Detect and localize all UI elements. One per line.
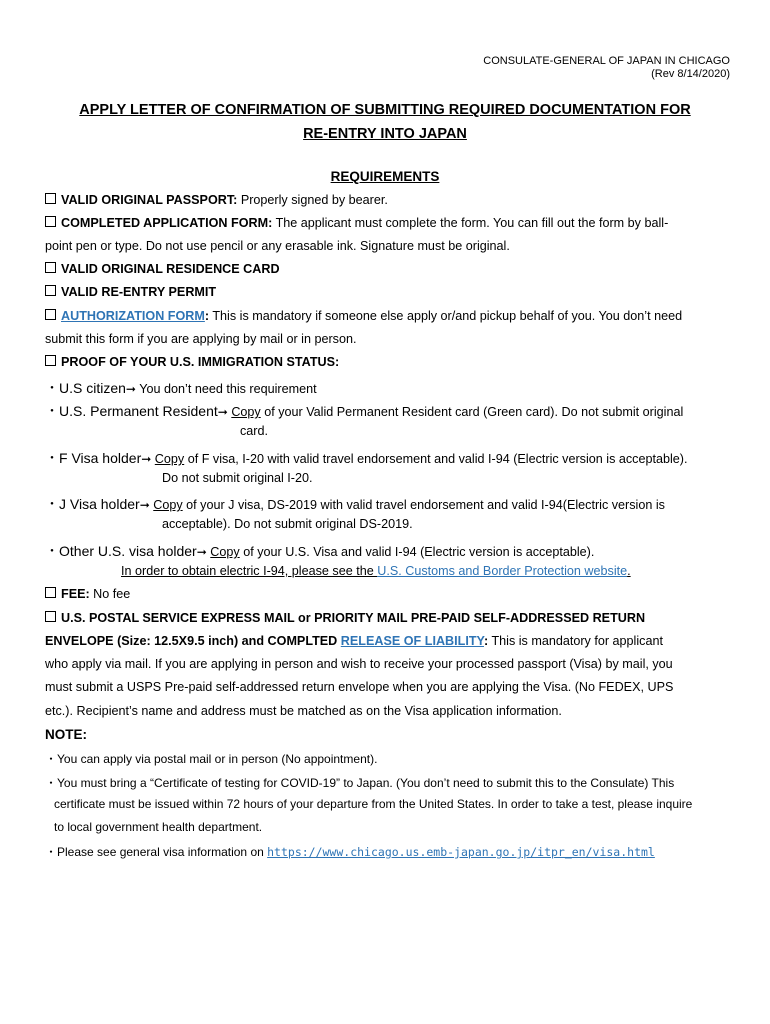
- authorization-text-cont: submit this form if you are applying by mail or in person.: [45, 332, 357, 346]
- usps-text-line3: must submit a USPS Pre-paid self-addressed return envelope when you are applying the Visa. (No FEDEX, UPS: [45, 680, 674, 694]
- f-visa-text: of F visa, I-20 with valid travel endorsement and valid I-94 (Electric version is acceptable).: [184, 452, 688, 466]
- arrow-right-icon: ➞: [217, 405, 228, 419]
- colon: :: [483, 634, 489, 648]
- document-title-line1: APPLY LETTER OF CONFIRMATION OF SUBMITTING REQUIRED DOCUMENTATION FOR: [79, 102, 691, 118]
- note-item-2-cont2: to local government health department.: [54, 820, 263, 834]
- note-item-1: ・You can apply via postal mail or in person (No appointment).: [45, 752, 378, 766]
- pr-label: ・U.S. Permanent Resident: [45, 403, 218, 419]
- revision-date: (Rev 8/14/2020): [651, 68, 730, 80]
- authorization-text: This is mandatory if someone else apply or/and pickup behalf of you. You don’t need: [209, 309, 683, 323]
- usps-label-cont: [45, 634, 663, 648]
- copy-word: Copy: [210, 545, 240, 559]
- arrow-right-icon: ➞: [196, 545, 207, 559]
- usps-text: This is mandatory for applicant: [488, 634, 663, 648]
- checkbox[interactable]: [45, 216, 56, 227]
- pr-text: of your Valid Permanent Resident card (Green card). Do not submit original: [260, 405, 684, 419]
- j-visa-row: [45, 494, 665, 514]
- authorization-form-link[interactable]: AUTHORIZATION FORM: [61, 309, 205, 323]
- usps-text-line4: etc.). Recipient’s name and address must be matched as on the Visa application information.: [45, 704, 562, 718]
- immigration-status-item: [45, 355, 339, 369]
- checkbox[interactable]: [45, 262, 56, 273]
- form-text-cont: point pen or type. Do not use pencil or any erasable ink. Signature must be original.: [45, 239, 510, 253]
- note-item-3: [45, 843, 655, 860]
- form-text: The applicant must complete the form. You can fill out the form by ball-: [272, 216, 669, 230]
- j-visa-text-cont: acceptable). Do not submit original DS-2019.: [162, 517, 413, 531]
- period: .: [627, 564, 631, 578]
- usps-label-cont-text: ENVELOPE (Size: 12.5X9.5 inch) and COMPLTED: [45, 634, 341, 648]
- residence-card-label: VALID ORIGINAL RESIDENCE CARD: [61, 262, 280, 276]
- checkbox[interactable]: [45, 309, 56, 320]
- f-visa-text-cont: Do not submit original I-20.: [162, 471, 313, 485]
- residence-card-item: [45, 262, 280, 276]
- reentry-permit-item: [45, 285, 216, 299]
- authorization-item: [45, 309, 682, 323]
- other-visa-text: of your U.S. Visa and valid I-94 (Electric version is acceptable).: [239, 545, 595, 559]
- permanent-resident-row: [45, 401, 683, 421]
- checkbox[interactable]: [45, 611, 56, 622]
- visa-info-link[interactable]: https://www.chicago.us.emb-japan.go.jp/itpr_en/visa.html: [267, 845, 655, 859]
- requirements-heading: REQUIREMENTS: [330, 169, 440, 184]
- arrow-right-icon: ➞: [139, 498, 150, 512]
- usps-label: U.S. POSTAL SERVICE EXPRESS MAIL or PRIORITY MAIL PRE-PAID SELF-ADDRESSED RETURN: [61, 611, 646, 625]
- note-item-2: ・You must bring a “Certificate of testing for COVID-19” to Japan. (You don’t need to submit this to the Consulate) This: [45, 776, 675, 790]
- checkbox[interactable]: [45, 193, 56, 204]
- document-title-line2: RE-ENTRY INTO JAPAN: [303, 126, 467, 142]
- citizen-label: ・U.S citizen: [45, 380, 126, 396]
- note-heading: NOTE:: [45, 727, 87, 742]
- checkbox[interactable]: [45, 587, 56, 598]
- fee-label: FEE:: [61, 587, 90, 601]
- f-visa-label: ・F Visa holder: [45, 450, 142, 466]
- consulate-name: CONSULATE-GENERAL OF JAPAN IN CHICAGO: [483, 55, 730, 67]
- release-of-liability-link[interactable]: RELEASE OF LIABILITY: [340, 634, 484, 648]
- passport-text: Properly signed by bearer.: [237, 193, 388, 207]
- usps-item: [45, 611, 645, 625]
- passport-label: VALID ORIGINAL PASSPORT:: [61, 193, 238, 207]
- fee-text: No fee: [89, 587, 131, 601]
- usps-text-line2: who apply via mail. If you are applying in person and wish to receive your processed passport (Visa) by mail, you: [45, 657, 673, 671]
- checkbox[interactable]: [45, 355, 56, 366]
- j-visa-label: ・J Visa holder: [45, 496, 140, 512]
- i94-row: [121, 564, 631, 578]
- application-form-item: [45, 216, 668, 230]
- other-visa-row: [45, 541, 594, 561]
- citizen-text: You don’t need this requirement: [135, 382, 317, 396]
- other-visa-label: ・Other U.S. visa holder: [45, 543, 197, 559]
- citizen-row: [45, 378, 317, 398]
- arrow-right-icon: ➞: [141, 452, 152, 466]
- passport-item: [45, 193, 388, 207]
- form-label: COMPLETED APPLICATION FORM:: [61, 216, 273, 230]
- f-visa-row: [45, 448, 687, 468]
- document-header: [483, 55, 730, 81]
- pr-text-cont: card.: [240, 424, 268, 438]
- note-item-3-text: ・Please see general visa information on: [45, 845, 268, 859]
- reentry-permit-label: VALID RE-ENTRY PERMIT: [61, 285, 217, 299]
- copy-word: Copy: [153, 498, 183, 512]
- copy-word: Copy: [231, 405, 261, 419]
- note-item-2-cont: certificate must be issued within 72 hours of your departure from the United States. In order to take a test, please inquire: [54, 797, 693, 811]
- fee-item: [45, 587, 130, 601]
- j-visa-text: of your J visa, DS-2019 with valid travel endorsement and valid I-94(Electric version is: [182, 498, 665, 512]
- cbp-website-link[interactable]: U.S. Customs and Border Protection website: [377, 564, 628, 578]
- arrow-right-icon: ➞: [125, 382, 136, 396]
- copy-word: Copy: [154, 452, 185, 466]
- i94-text: In order to obtain electric I-94, please see the: [121, 564, 378, 578]
- colon: :: [204, 309, 210, 323]
- immigration-status-label: PROOF OF YOUR U.S. IMMIGRATION STATUS:: [61, 355, 340, 369]
- checkbox[interactable]: [45, 285, 56, 296]
